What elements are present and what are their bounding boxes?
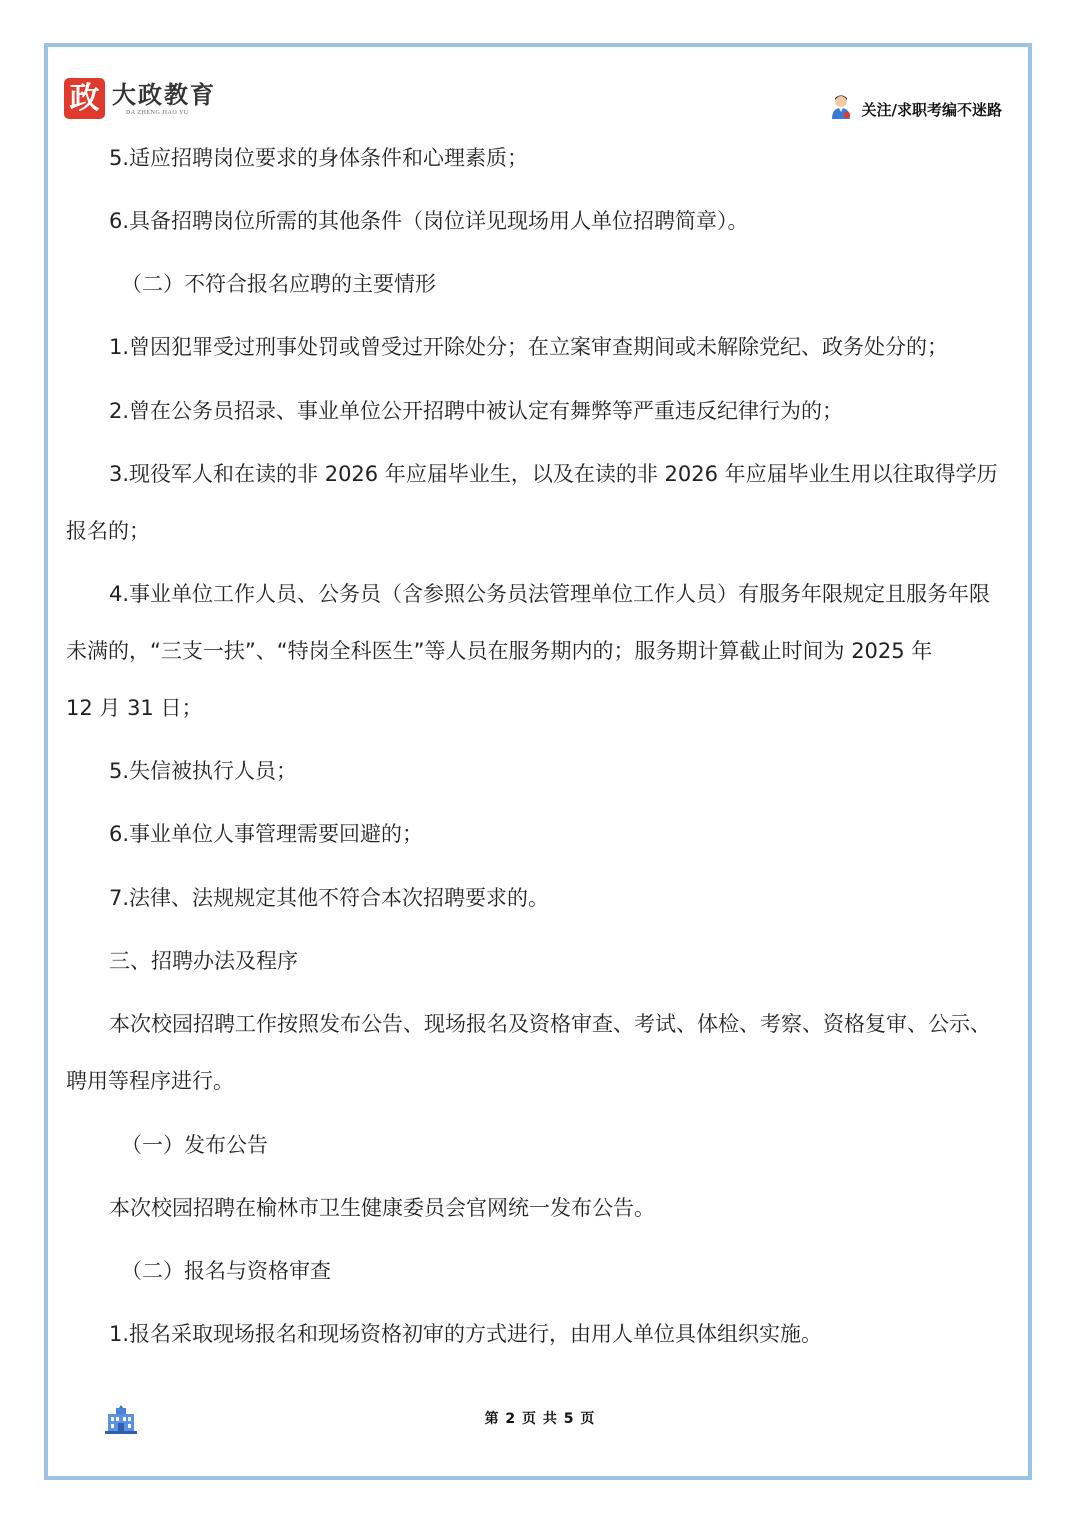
- paragraph: 5.失信被执行人员；: [109, 759, 298, 783]
- paragraph-continuation: 12 月 31 日；: [66, 696, 203, 720]
- paragraph: 1.曾因犯罪受过刑事处罚或曾受过开除处分；在立案审查期间或未解除党纪、政务处分的；: [109, 335, 949, 359]
- paragraph: 4.事业单位工作人员、公务员（含参照公务员法管理单位工作人员）有服务年限规定且服务年限: [109, 582, 991, 606]
- logo-subtitle: DA ZHENG JIAO YU: [126, 110, 189, 116]
- paragraph: 7.法律、法规规定其他不符合本次招聘要求的。: [109, 886, 550, 910]
- paragraph: 6.事业单位人事管理需要回避的；: [109, 822, 424, 846]
- section-heading: （二）报名与资格审查: [121, 1259, 331, 1283]
- paragraph: 6.具备招聘岗位所需的其他条件（岗位详见现场用人单位招聘简章）。: [109, 209, 749, 233]
- paragraph: 1.报名采取现场报名和现场资格初审的方式进行，由用人单位具体组织实施。: [109, 1322, 823, 1346]
- paragraph-continuation: 报名的；: [66, 519, 150, 543]
- paragraph: 3.现役军人和在读的非 2026 年应届毕业生，以及在读的非 2026 年应届毕业生用以往取得学历: [109, 462, 998, 486]
- follow-banner: [830, 94, 1002, 124]
- brand-logo: [64, 78, 214, 122]
- paragraph: 2.曾在公务员招录、事业单位公开招聘中被认定有舞弊等严重违反纪律行为的；: [109, 399, 844, 423]
- logo-mark: 政: [64, 78, 105, 119]
- paragraph-continuation: 聘用等程序进行。: [66, 1069, 234, 1093]
- section-heading: （一）发布公告: [121, 1133, 268, 1157]
- paragraph: 5.适应招聘岗位要求的身体条件和心理素质；: [109, 146, 529, 170]
- section-heading: （二）不符合报名应聘的主要情形: [121, 272, 436, 296]
- section-heading: 三、招聘办法及程序: [109, 949, 298, 973]
- logo-name: 大政教育: [112, 80, 216, 109]
- person-icon: [830, 93, 852, 125]
- follow-text: 关注/求职考编不迷路: [861, 100, 1002, 119]
- paragraph-continuation: 未满的，“三支一扶”、“特岗全科医生”等人员在服务期内的；服务期计算截止时间为 2025 年: [66, 639, 933, 663]
- page-number: 第 2 页 共 5 页: [484, 1411, 596, 1427]
- paragraph: 本次校园招聘在榆林市卫生健康委员会官网统一发布公告。: [109, 1196, 655, 1220]
- paragraph: 本次校园招聘工作按照发布公告、现场报名及资格审查、考试、体检、考察、资格复审、公示、: [109, 1012, 991, 1036]
